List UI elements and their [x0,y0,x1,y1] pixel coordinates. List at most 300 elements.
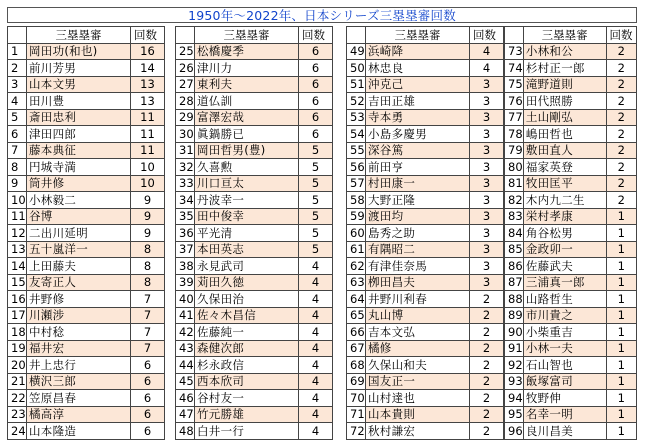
table-row [347,258,504,275]
umpire-name-cell: 松橋慶季 [195,43,299,60]
count-cell: 2 [606,43,636,60]
count-cell: 3 [470,192,504,209]
rank-cell: 61 [347,241,366,258]
umpire-name-cell: 東利夫 [195,76,299,93]
table-row [347,241,504,258]
umpire-name-cell: 佐藤純一 [195,324,299,341]
count-cell: 6 [299,43,333,60]
count-cell: 4 [299,390,333,407]
table-row [176,109,333,126]
table-row [505,60,637,77]
umpire-name-cell: 有津佳奈馬 [366,258,470,275]
umpire-name-cell: 木内九二生 [523,192,606,209]
count-cell: 13 [131,76,165,93]
rank-cell: 32 [176,159,195,176]
umpire-name-cell: 橘修 [366,340,470,357]
table-row [505,258,637,275]
umpire-name-cell: 中村稔 [27,324,131,341]
rank-cell: 75 [505,76,524,93]
umpire-name-cell: 藤本典征 [27,142,131,159]
count-cell: 1 [606,324,636,341]
umpire-name-cell: 栄村孝康 [523,208,606,225]
count-cell: 6 [299,93,333,110]
umpire-table-2 [175,26,333,440]
rank-cell: 2 [8,60,27,77]
table-row [347,390,504,407]
umpire-name-cell: 嶋田哲也 [523,126,606,143]
umpire-name-cell: 川口亘太 [195,175,299,192]
count-cell: 8 [131,274,165,291]
umpire-name-cell: 丹波幸一 [195,192,299,209]
table-row [176,357,333,374]
rank-cell: 66 [347,324,366,341]
table-row [347,192,504,209]
umpire-name-cell: 杉永政信 [195,357,299,374]
table-row [347,225,504,242]
table-row [176,423,333,440]
table-row [8,423,165,440]
umpire-name-cell: 吉田正雄 [366,93,470,110]
count-cell: 1 [606,258,636,275]
table-row [8,159,165,176]
count-cell: 6 [131,390,165,407]
umpire-name-cell: 沖克己 [366,76,470,93]
table-row [505,142,637,159]
rank-cell: 19 [8,340,27,357]
table-row [347,423,504,440]
table-row [8,324,165,341]
rank-cell: 77 [505,109,524,126]
table-row [8,60,165,77]
header-row [505,27,637,44]
umpire-name-cell: 浜崎降 [366,43,470,60]
table-row [8,340,165,357]
count-cell: 14 [131,60,165,77]
table-row [176,390,333,407]
umpire-name-cell: 渡田均 [366,208,470,225]
count-cell: 2 [606,192,636,209]
umpire-name-cell: 久保田治 [195,291,299,308]
table-row [8,109,165,126]
rank-cell: 65 [347,307,366,324]
count-cell: 6 [131,357,165,374]
table-row [505,126,637,143]
header-index-cell [176,27,195,44]
umpire-name-cell: 富澤宏哉 [195,109,299,126]
table-row [347,307,504,324]
umpire-name-cell: 山本貴則 [366,406,470,423]
rank-cell: 71 [347,406,366,423]
umpire-name-cell: 道仏訓 [195,93,299,110]
table-row [8,291,165,308]
umpire-name-cell: 小島多慶男 [366,126,470,143]
count-cell: 6 [299,76,333,93]
umpire-name-cell: 川瀬涉 [27,307,131,324]
umpire-name-cell: 谷博 [27,208,131,225]
table-row [8,274,165,291]
umpire-name-cell: 吉本文弘 [366,324,470,341]
count-cell: 1 [606,208,636,225]
umpire-name-cell: 山村達也 [366,390,470,407]
table-row [505,208,637,225]
table-row [505,307,637,324]
header-name-cell: 三塁塁審 [27,27,131,44]
rank-cell: 88 [505,291,524,308]
table-row [8,357,165,374]
table-row [505,340,637,357]
umpire-name-cell: 栁田昌夫 [366,274,470,291]
rank-cell: 73 [505,43,524,60]
count-cell: 3 [470,142,504,159]
count-cell: 16 [131,43,165,60]
rank-cell: 39 [176,274,195,291]
umpire-name-cell: 飯塚富司 [523,373,606,390]
count-cell: 9 [131,192,165,209]
table-row [505,225,637,242]
umpire-name-cell: 杉村正一郎 [523,60,606,77]
rank-cell: 26 [176,60,195,77]
count-cell: 6 [299,126,333,143]
table-row [8,225,165,242]
umpire-name-cell: 敷田直人 [523,142,606,159]
count-cell: 11 [131,109,165,126]
count-cell: 1 [606,390,636,407]
count-cell: 1 [606,274,636,291]
rank-cell: 94 [505,390,524,407]
table-row [347,291,504,308]
umpire-name-cell: 森健次郎 [195,340,299,357]
count-cell: 2 [606,159,636,176]
count-cell: 2 [606,126,636,143]
rank-cell: 15 [8,274,27,291]
rank-cell: 49 [347,43,366,60]
umpire-name-cell: 井野修 [27,291,131,308]
count-cell: 11 [131,142,165,159]
header-row [8,27,165,44]
rank-cell: 22 [8,390,27,407]
count-cell: 6 [131,406,165,423]
rank-cell: 82 [505,192,524,209]
umpire-name-cell: 井上忠行 [27,357,131,374]
umpire-name-cell: 岡田哲男(豊) [195,142,299,159]
umpire-name-cell: 竹元勝雄 [195,406,299,423]
table-row [347,324,504,341]
rank-cell: 10 [8,192,27,209]
umpire-name-cell: 津田四郎 [27,126,131,143]
count-cell: 7 [131,324,165,341]
umpire-name-cell: 土山剛弘 [523,109,606,126]
table-row [176,406,333,423]
table-row [8,373,165,390]
umpire-name-cell: 円城寺満 [27,159,131,176]
rank-cell: 38 [176,258,195,275]
table-row [176,60,333,77]
umpire-name-cell: 谷村友一 [195,390,299,407]
count-cell: 4 [299,307,333,324]
count-cell: 2 [470,324,504,341]
table-row [505,274,637,291]
count-cell: 1 [606,241,636,258]
count-cell: 7 [131,307,165,324]
rank-cell: 34 [176,192,195,209]
count-cell: 4 [470,60,504,77]
rank-cell: 40 [176,291,195,308]
count-cell: 4 [299,340,333,357]
table-row [176,225,333,242]
umpire-name-cell: 白井一行 [195,423,299,440]
count-cell: 1 [606,406,636,423]
table-row [176,76,333,93]
table-row [8,43,165,60]
rank-cell: 74 [505,60,524,77]
umpire-name-cell: 石山智也 [523,357,606,374]
rank-cell: 57 [347,175,366,192]
count-cell: 2 [470,307,504,324]
umpire-name-cell: 橘高淳 [27,406,131,423]
rank-cell: 30 [176,126,195,143]
rank-cell: 52 [347,93,366,110]
table-row [505,357,637,374]
table-row [347,274,504,291]
table-row [176,291,333,308]
count-cell: 5 [299,159,333,176]
rank-cell: 11 [8,208,27,225]
umpire-name-cell: 島秀之助 [366,225,470,242]
header-index-cell [8,27,27,44]
table-row [8,241,165,258]
rank-cell: 69 [347,373,366,390]
table-row [176,307,333,324]
rank-cell: 68 [347,357,366,374]
sheet-title: 1950年〜2022年、日本シリーズ三塁塁審回数 [7,7,637,23]
rank-cell: 72 [347,423,366,440]
umpire-name-cell: 本田英志 [195,241,299,258]
header-index-cell [505,27,524,44]
umpire-name-cell: 苅田久徳 [195,274,299,291]
count-cell: 4 [299,423,333,440]
count-cell: 5 [299,241,333,258]
umpire-name-cell: 福井宏 [27,340,131,357]
table-row [8,258,165,275]
count-cell: 2 [606,109,636,126]
umpire-name-cell: 田中俊幸 [195,208,299,225]
umpire-name-cell: 前田亨 [366,159,470,176]
rank-cell: 95 [505,406,524,423]
count-cell: 2 [470,357,504,374]
rank-cell: 56 [347,159,366,176]
rank-cell: 1 [8,43,27,60]
table-row [347,76,504,93]
umpire-name-cell: 深谷篤 [366,142,470,159]
count-cell: 3 [470,225,504,242]
count-cell: 2 [606,76,636,93]
rank-cell: 9 [8,175,27,192]
count-cell: 6 [299,109,333,126]
rank-cell: 14 [8,258,27,275]
umpire-table-3 [346,26,504,440]
header-count-cell: 回数 [606,27,636,44]
header-name-cell: 三塁塁審 [523,27,606,44]
umpire-name-cell: 久喜勲 [195,159,299,176]
count-cell: 10 [131,175,165,192]
umpire-name-cell: 横沢三郎 [27,373,131,390]
table-row [347,406,504,423]
rank-cell: 91 [505,340,524,357]
rank-cell: 21 [8,373,27,390]
rank-cell: 13 [8,241,27,258]
table-row [8,390,165,407]
rank-cell: 60 [347,225,366,242]
table-row [505,93,637,110]
count-cell: 2 [470,390,504,407]
umpire-name-cell: 斎田忠利 [27,109,131,126]
count-cell: 9 [131,208,165,225]
rank-cell: 54 [347,126,366,143]
rank-cell: 18 [8,324,27,341]
count-cell: 2 [606,93,636,110]
header-row [347,27,504,44]
rank-cell: 90 [505,324,524,341]
table-row [505,241,637,258]
table-row [505,324,637,341]
umpire-name-cell: 金政卯一 [523,241,606,258]
rank-cell: 62 [347,258,366,275]
table-row [347,340,504,357]
rank-cell: 12 [8,225,27,242]
rank-cell: 44 [176,357,195,374]
rank-cell: 47 [176,406,195,423]
rank-cell: 23 [8,406,27,423]
umpire-name-cell: 五十嵐洋一 [27,241,131,258]
count-cell: 1 [606,357,636,374]
umpire-name-cell: 大野正隆 [366,192,470,209]
table-row [176,373,333,390]
umpire-name-cell: 久保山和夫 [366,357,470,374]
count-cell: 2 [470,423,504,440]
rank-cell: 85 [505,241,524,258]
count-cell: 4 [299,406,333,423]
table-row [347,126,504,143]
rank-cell: 7 [8,142,27,159]
count-cell: 9 [131,225,165,242]
count-cell: 3 [470,241,504,258]
rank-cell: 17 [8,307,27,324]
umpire-name-cell: 良川昌美 [523,423,606,440]
umpire-name-cell: 津川力 [195,60,299,77]
count-cell: 2 [470,340,504,357]
umpire-name-cell: 寺本勇 [366,109,470,126]
umpire-name-cell: 田代照勝 [523,93,606,110]
table-row [505,373,637,390]
rank-cell: 76 [505,93,524,110]
table-row [176,274,333,291]
table-row [8,307,165,324]
umpire-name-cell: 笠原昌春 [27,390,131,407]
table-row [8,142,165,159]
umpire-name-cell: 村田康一 [366,175,470,192]
rank-cell: 4 [8,93,27,110]
count-cell: 5 [299,225,333,242]
table-row [176,43,333,60]
rank-cell: 46 [176,390,195,407]
table-row [347,159,504,176]
spreadsheet [7,7,637,439]
table-row [8,406,165,423]
count-cell: 3 [470,175,504,192]
count-cell: 3 [470,274,504,291]
table-row [347,60,504,77]
table-row [347,373,504,390]
count-cell: 4 [299,373,333,390]
count-cell: 4 [299,324,333,341]
rank-cell: 25 [176,43,195,60]
table-row [505,390,637,407]
count-cell: 7 [131,291,165,308]
rank-cell: 87 [505,274,524,291]
rank-cell: 37 [176,241,195,258]
rank-cell: 58 [347,192,366,209]
count-cell: 1 [606,340,636,357]
count-cell: 7 [131,340,165,357]
umpire-name-cell: 岡田功(和也) [27,43,131,60]
count-cell: 4 [299,274,333,291]
count-cell: 3 [470,126,504,143]
umpire-name-cell: 田川豊 [27,93,131,110]
umpire-name-cell: 山路哲生 [523,291,606,308]
header-count-cell: 回数 [131,27,165,44]
umpire-name-cell: 小林和公 [523,43,606,60]
table-row [505,159,637,176]
count-cell: 3 [470,93,504,110]
count-cell: 2 [606,142,636,159]
umpire-name-cell: 二出川延明 [27,225,131,242]
rank-cell: 70 [347,390,366,407]
table-row [505,291,637,308]
table-row [8,126,165,143]
count-cell: 4 [299,258,333,275]
umpire-name-cell: 丸山博 [366,307,470,324]
header-name-cell: 三塁塁審 [366,27,470,44]
table-row [176,241,333,258]
table-row [505,76,637,93]
table-row [8,208,165,225]
table-row [505,43,637,60]
umpire-name-cell: 秋村謙宏 [366,423,470,440]
umpire-name-cell: 市川貴之 [523,307,606,324]
rank-cell: 16 [8,291,27,308]
header-index-cell [347,27,366,44]
umpire-name-cell: 永見武司 [195,258,299,275]
table-row [8,93,165,110]
count-cell: 2 [606,60,636,77]
count-cell: 5 [299,142,333,159]
umpire-table-1 [7,26,165,440]
umpire-name-cell: 小林毅二 [27,192,131,209]
table-row [347,142,504,159]
table-row [176,142,333,159]
count-cell: 3 [470,258,504,275]
table-row [347,357,504,374]
rank-cell: 48 [176,423,195,440]
count-cell: 1 [606,307,636,324]
table-row [347,208,504,225]
table-row [347,175,504,192]
table-row [176,159,333,176]
table-row [505,192,637,209]
count-cell: 1 [606,373,636,390]
rank-cell: 8 [8,159,27,176]
umpire-name-cell: 佐々木昌信 [195,307,299,324]
